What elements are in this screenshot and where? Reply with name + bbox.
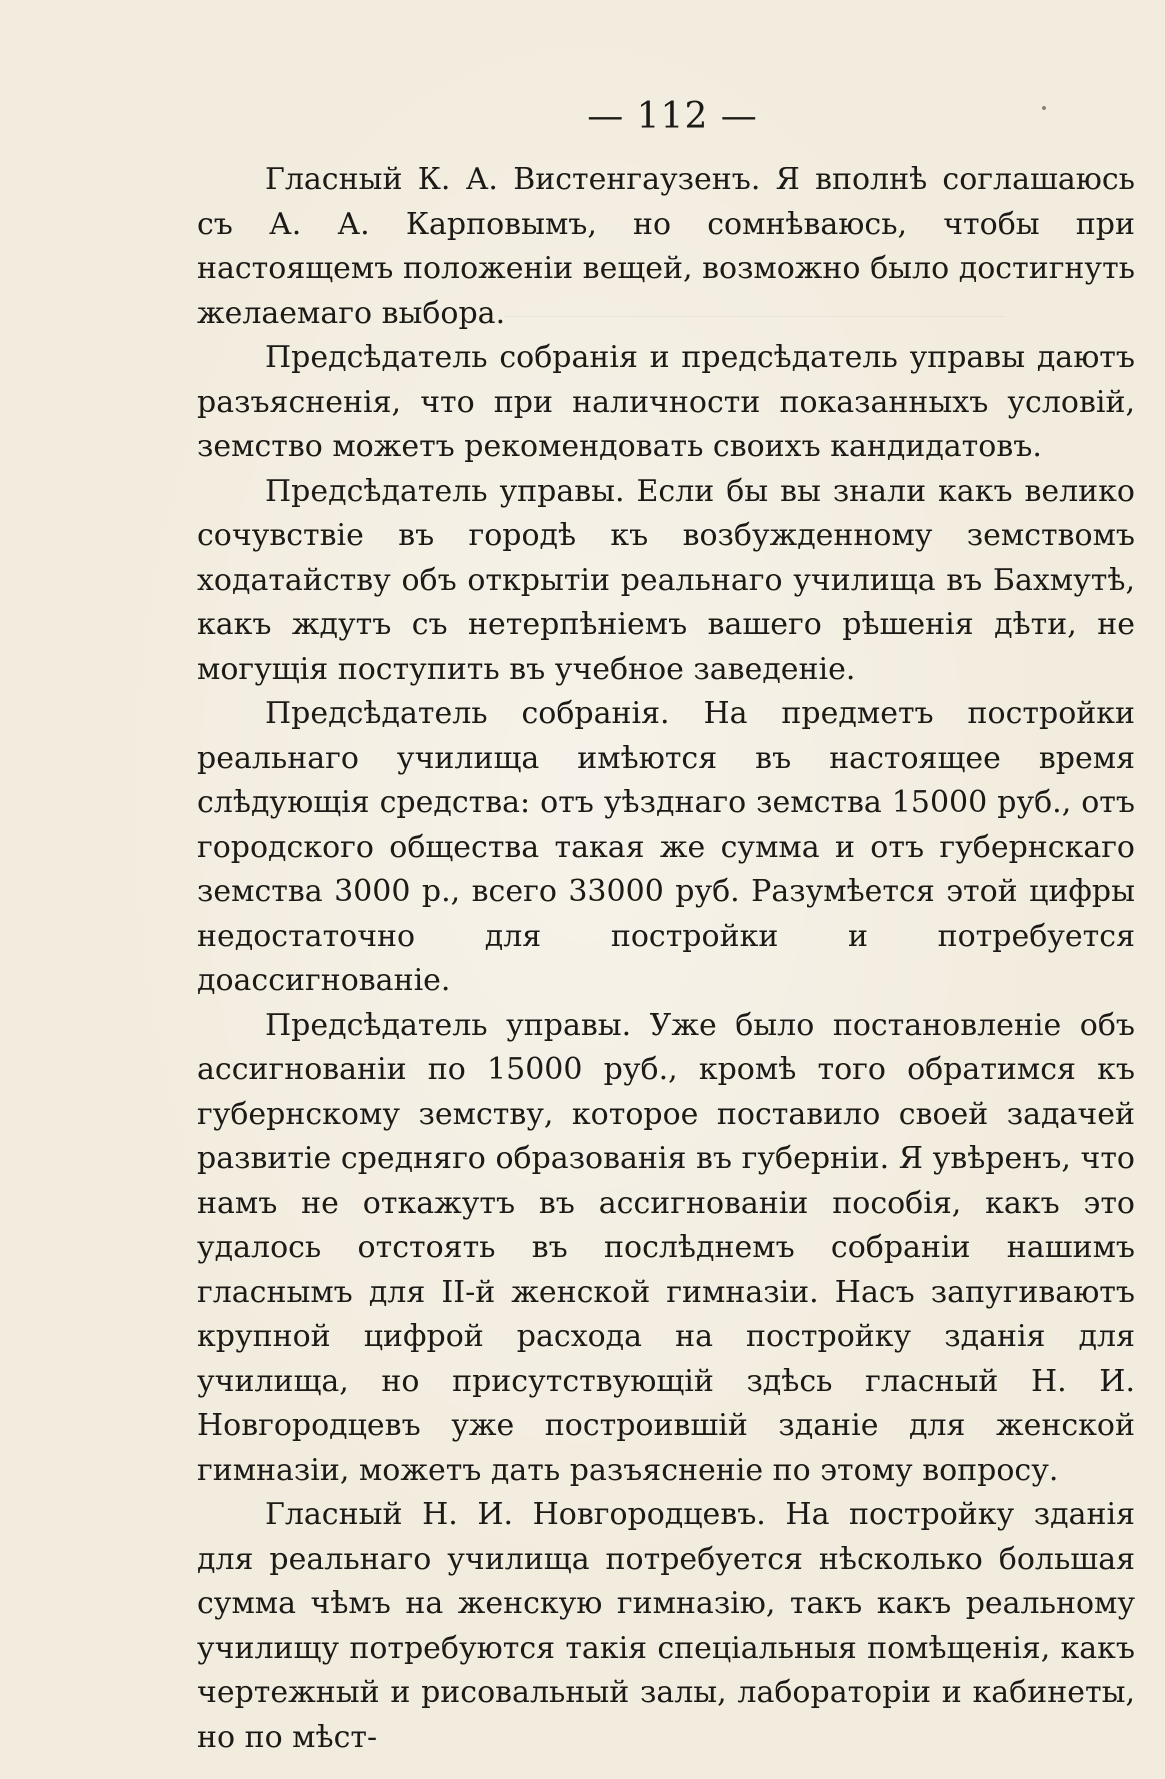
paragraph: Предсѣдатель управы. Если бы вы знали какъ велико сочувствiе въ городѣ къ возбужденному земствомъ ходатайству объ открытiи реальнаго училища въ Бахмутѣ, какъ ждутъ съ нетерпѣнiемъ вашего рѣшенiя дѣти, не могущiя поступить въ учебное заведенiе. [197,473,1135,687]
page-number: — 112 — [587,96,758,137]
paragraph: Гласный К. А. Вистенгаузенъ. Я вполнѣ соглашаюсь съ А. А. Карповымъ, но сомнѣваюсь, чтобы при настоящемъ положенiи вещей, возможно было достигнуть желаемаго выбора. [197,162,1135,331]
paragraph: Предсѣдатель управы. Уже было постановленiе объ ассигнованiи по 15000 руб., кромѣ того обратимся къ губернскому земству, которое поставило своей задачей развитiе средняго образованiя въ губернiи. Я увѣренъ, что намъ не откажутъ въ ассигнованiи пособiя, какъ это удалось отстоять въ послѣднемъ собранiи нашимъ гласнымъ для II-й женской гимназiи. Насъ запугиваютъ крупной цифрой расхода на постройку зданiя для училища, но присутствующiй здѣсь гласный Н. И. Новгородцевъ уже построившiй зданiе для женской гимназiи, можетъ дать разъясненiе по этому вопросу. [197,1007,1135,1488]
paragraph: Предсѣдатель собранiя. На предметъ постройки реальнаго училища имѣются въ настоящее время слѣдующiя средства: отъ уѣзднаго земства 15000 руб., отъ городского общества такая же сумма и отъ губернскаго земства 3000 р., всего 33000 руб. Разумѣется этой цифры недостаточно для постройки и потребуется доассигнованiе. [197,696,1135,998]
body-text [197,158,1135,1760]
paragraph: Предсѣдатель собранiя и предсѣдатель управы даютъ разъясненiя, что при наличности показанныхъ условiй, земство можетъ рекомендовать своихъ кандидатовъ. [197,340,1135,464]
ink-speck [1042,106,1046,110]
paragraph: Гласный Н. И. Новгородцевъ. На постройку зданiя для реальнаго училища потребуется нѣсколько большая сумма чѣмъ на женскую гимназiю, такъ какъ реальному училищу потребуются такiя спецiальныя помѣщенiя, какъ чертежный и рисовальный залы, лабораторiи и кабинеты, но по мѣст- [197,1497,1135,1755]
